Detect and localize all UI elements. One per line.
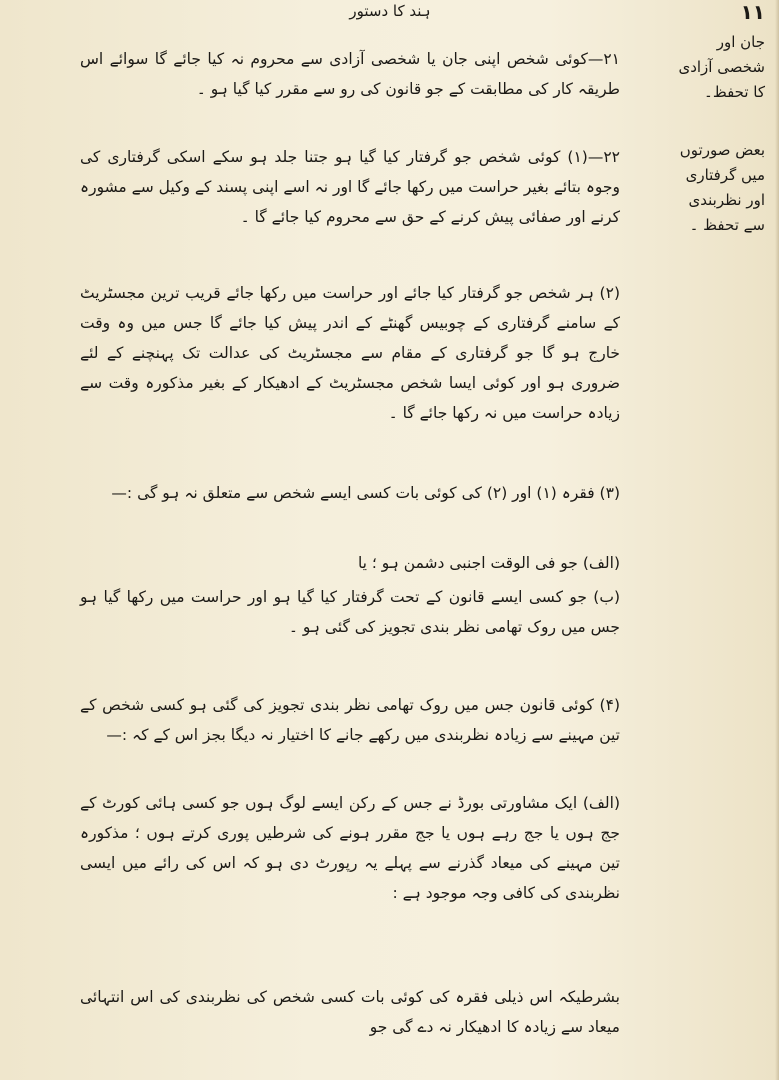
page-header bbox=[0, 0, 779, 24]
clause-3-item-b: (ب) جو کسی ایسے قانون کے تحت گرفتار کیا گیا ہو اور حراست میں رکھا گیا ہو جس میں روک تھامی نظر بندی تجویز کی گئی ہو ۔ bbox=[80, 587, 620, 636]
margin-note-life-liberty: جان اور شخصی آزادی کا تحفظ۔ bbox=[678, 33, 765, 101]
article-22-clause-3: (۳) فقرہ (۱) اور (۲) کی کوئی بات کسی ایسے شخص سے متعلق نہ ہو گی :— bbox=[111, 483, 620, 502]
page-number: ۱۱ bbox=[740, 0, 765, 24]
clause-4-item-a: (الف) ایک مشاورتی بورڈ نے جس کے رکن ایسے لوگ ہوں جو کسی ہائی کورٹ کے جج ہوں یا جج رہے ہوں یا جج مقرر ہونے کی شرطیں پوری کرتے ہوں ؛ مذکورہ تین مہینے کی میعاد گذرنے سے پہلے یہ رپورٹ دی ہو کہ اس کی رائے میں ایسی نظربندی کی کافی وجہ موجود ہے : bbox=[80, 793, 620, 902]
article-22-clause-1: ۲۲—(۱) کوئی شخص جو گرفتار کیا گیا ہو جتنا جلد ہو سکے اسکی گرفتاری کی وجوہ بتائے بغیر حراست میں رکھا جائے گا اور نہ اسے اپنی پسند کے وکیل سے مشورہ کرنے اور صفائی پیش کرنے کے حق سے محروم کیا جائے گا ۔ bbox=[80, 147, 620, 226]
article-22-clause-2: (۲) ہر شخص جو گرفتار کیا جائے اور حراست میں رکھا جائے قریب ترین مجسٹریٹ کے سامنے گرفتاری کے چوبیس گھنٹے کے اندر پیش کیا جائے گا جس میں وہ وقت خارج ہو گا جو گرفتاری کے مقام سے مجسٹریٹ کی عدالت تک پہنچنے کے لئے ضروری ہو اور کوئی ایسا شخص مجسٹریٹ کے ادھیکار کے بغیر مذکورہ وقت سے زیادہ حراست میں نہ رکھا جائے گا ۔ bbox=[80, 283, 620, 422]
margin-note-arrest-detention: بعض صورتوں میں گرفتاری اور نظربندی سے تحفظ ۔ bbox=[679, 141, 765, 234]
article-21-paragraph: ۲۱—کوئی شخص اپنی جان یا شخصی آزادی سے محروم نہ کیا جائے گا سوائے اس طریقہ کار کی مطابقت کے جو قانون کی رو سے مقرر کیا گیا ہو ۔ bbox=[80, 49, 620, 98]
article-22-clause-4: (۴) کوئی قانون جس میں روک تھامی نظر بندی تجویز کی گئی ہو کسی شخص کے تین مہینے سے زیادہ نظربندی میں رکھے جانے کا اختیار نہ دیگا بجز اس کے کہ :— bbox=[80, 695, 620, 744]
clause-3-item-a: (الف) جو فی الوقت اجنبی دشمن ہو ؛ یا bbox=[357, 553, 620, 572]
running-head: ہند کا دستور bbox=[349, 2, 431, 20]
proviso-paragraph: بشرطیکہ اس ذیلی فقرہ کی کوئی بات کسی شخص کی نظربندی کی اس انتہائی میعاد سے زیادہ کا ادھیکار نہ دے گی جو bbox=[80, 987, 620, 1036]
binding-edge bbox=[775, 0, 779, 1080]
